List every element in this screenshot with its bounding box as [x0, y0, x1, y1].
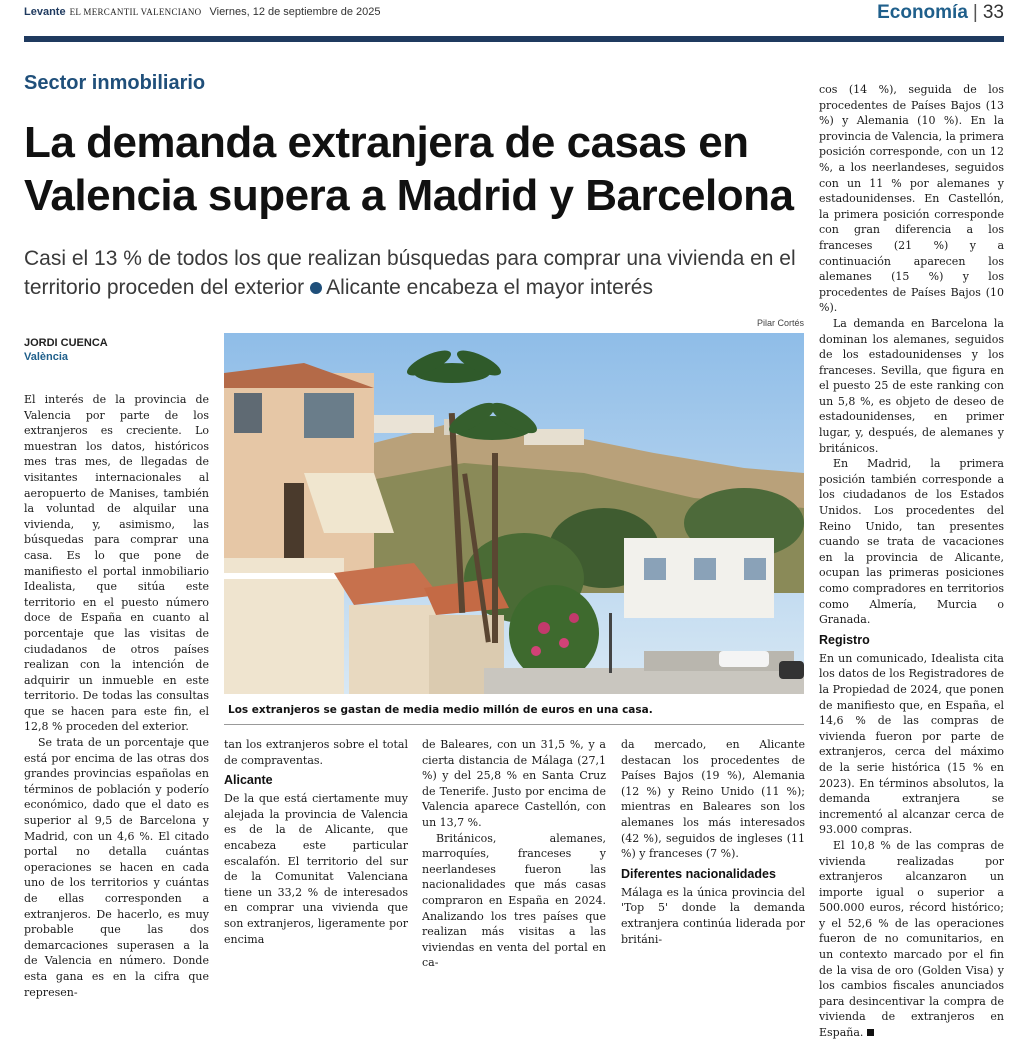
- subheading: Diferentes nacionalidades: [621, 866, 776, 881]
- subhead-part-1: Casi el 13 % de todos los que realizan búsquedas para comprar una vivienda en el territorio proceden del exterior: [24, 247, 796, 299]
- photo-caption: Los extranjeros se gastan de media medio millón de euros en una casa.: [228, 704, 653, 716]
- end-of-article-icon: [867, 1029, 874, 1036]
- text-column-5: [819, 82, 1004, 1041]
- article-headline: La demanda extranjera de casas en Valencia supera a Madrid y Barcelona: [24, 118, 794, 220]
- section-name: Economía: [877, 2, 968, 23]
- paragraph: de Baleares, con un 31,5 %, y a cierta distancia de Málaga (27,1 %) y del 25,8 % en Santa Cruz de Tenerife. Justo por encima de Valencia aparece Castellón, con un 13,7 %.: [422, 738, 606, 829]
- header-rule: [24, 36, 1004, 42]
- divider: |: [972, 2, 978, 23]
- author-name: JORDI CUENCA: [24, 337, 108, 349]
- paragraph: De la que está ciertamente muy alejada la provincia de Valencia es de la de Alicante, que encabeza este particular escalafón. El territorio del sur de la Comunitat Valenciana tiene un 33,2 % de interesados en comprar una vivienda que son extranjeros, ligeramente por encima: [224, 792, 408, 946]
- paragraph: [819, 838, 1004, 1041]
- paragraph: Británicos, alemanes, marroquíes, franceses y neerlandeses fueron las nacionalidades que más casas compraron en España en 2024. Analizando los tres países que realizan más visitas a las viviendas en venta del portal en ca-: [422, 831, 606, 970]
- byline: [24, 336, 108, 364]
- page-number: 33: [982, 2, 1004, 23]
- bullet-dot-icon: [310, 282, 322, 294]
- text-column-1: [24, 392, 209, 1000]
- issue-date: Viernes, 12 de septiembre de 2025: [209, 6, 381, 18]
- paragraph: Se trata de un porcentaje que está por encima de las otras dos grandes provincias españolas en términos de población y poderío económico, dado que el dato es superior al 9,5 de Barcelona y Madrid, con un 4,6 %. El citado portal no detalla cuántas operaciones se hacen en cada uno de los territorios y cuántas de ellas corresponden a extranjeros. De hacerlo, es muy probable que las dos demarcaciones superasen a la de Valencia en número. Donde esta gana es en la cifra que represen-: [24, 736, 209, 999]
- subhead-part-2: Alicante encabeza el mayor interés: [326, 276, 653, 299]
- page-header: [24, 0, 1004, 30]
- brand-subtitle: EL MERCANTIL VALENCIANO: [69, 7, 202, 17]
- caption-rule: [224, 724, 804, 725]
- brand-name: Levante: [24, 6, 66, 18]
- paragraph: La demanda en Barcelona la dominan los alemanes, seguidos de los estadounidenses y los franceses. Sevilla, que figura en el puesto 25 de este ranking con un 5,8 %, es objeto de deseo de estadounidenses, en primer lugar, y, después, de alemanes y británicos.: [819, 316, 1004, 455]
- paragraph: da mercado, en Alicante destacan los procedentes de Países Bajos (19 %), Alemania (12 %) y Reino Unido (11 %); mientras en Baleares son los alemanes los más interesados (42 %), seguidos de ingleses (11 %) y franceses (7 %).: [621, 738, 805, 861]
- article-kicker: Sector inmobiliario: [24, 72, 206, 94]
- photo-credit: Pilar Cortés: [756, 318, 804, 328]
- dateline-location: València: [24, 351, 69, 363]
- paragraph: El interés de la provincia de Valencia por parte de los extranjeros es creciente. Lo muestran los datos, históricos mes tras mes, de llegadas de visitantes internacionales al aeropuerto de Manises, también la voluntad de alquilar una vivienda, y, asimismo, las búsquedas para comprar una casa. Es lo que pone de manifiesto el portal inmobiliario Idealista, que sitúa este territorio en el puesto número doce de España en cuanto al porcentaje que las visitas de ciudadanos de otros países realizan con la intención de adquirir un inmueble en este territorio. De todas las consultas que se hacen para este fin, el 12,8 % proceden del exterior.: [24, 393, 209, 734]
- article-photo: [224, 333, 804, 694]
- subheading: Alicante: [224, 773, 273, 788]
- text-column-4: [621, 737, 805, 947]
- paragraph: En un comunicado, Idealista cita los datos de los Registradores de la Propiedad de 2024, que ponen de manifiesto que, en España, el 14,6 % de las compras de vivienda fueron por parte de extranjeros, cerca del máximo de la serie histórica (15 % en 2023). En términos absolutos, la demanda extranjera se incrementó al alcanzar cerca de 93.000 compras.: [819, 651, 1004, 837]
- section-tag: [877, 2, 1004, 24]
- paragraph: Málaga es la única provincia del 'Top 5' donde la demanda extranjera continúa liderada por británi-: [621, 885, 805, 946]
- paragraph-text: El 10,8 % de las compras de vivienda realizadas por extranjeros alcanzaron un importe igual o superior a 500.000 euros, récord histórico; y el 52,6 % de las operaciones fueron de no comunitarios, en un contexto marcado por el fin de la visa de oro (Golden Visa) y los cambios fiscales anunciados para desincentivar la compra de vivienda de extranjeros en España.: [819, 838, 1004, 1040]
- text-column-3: [422, 737, 606, 971]
- subheading: Registro: [819, 632, 870, 647]
- text-column-2: [224, 737, 408, 947]
- paragraph: En Madrid, la primera posición también corresponde a los ciudadanos de los Estados Unidos. Los procedentes del Reino Unido, tan presentes cuando se trata de vacaciones en la provincia de Alicante, ocupan las primeras posiciones como compradores en territorios como Almería, Murcia o Granada.: [819, 457, 1004, 627]
- masthead: [24, 6, 381, 18]
- article-subhead: [24, 244, 814, 302]
- photo-illustration: [224, 333, 804, 694]
- paragraph: tan los extranjeros sobre el total de compraventas.: [224, 738, 408, 767]
- paragraph: cos (14 %), seguida de los procedentes de Países Bajos (13 %) y Alemania (10 %). En la provincia de Valencia, la primera posición corresponde, con un 12 %, a los neerlandeses, seguidos con un 11 % por alemanes y estadounidenses. En Castellón, la primera posición corresponde con gran diferencia a los franceses (21 %) y a continuación aparecen los alemanes (15 %) y los procedentes de Países Bajos (10 %).: [819, 83, 1004, 315]
